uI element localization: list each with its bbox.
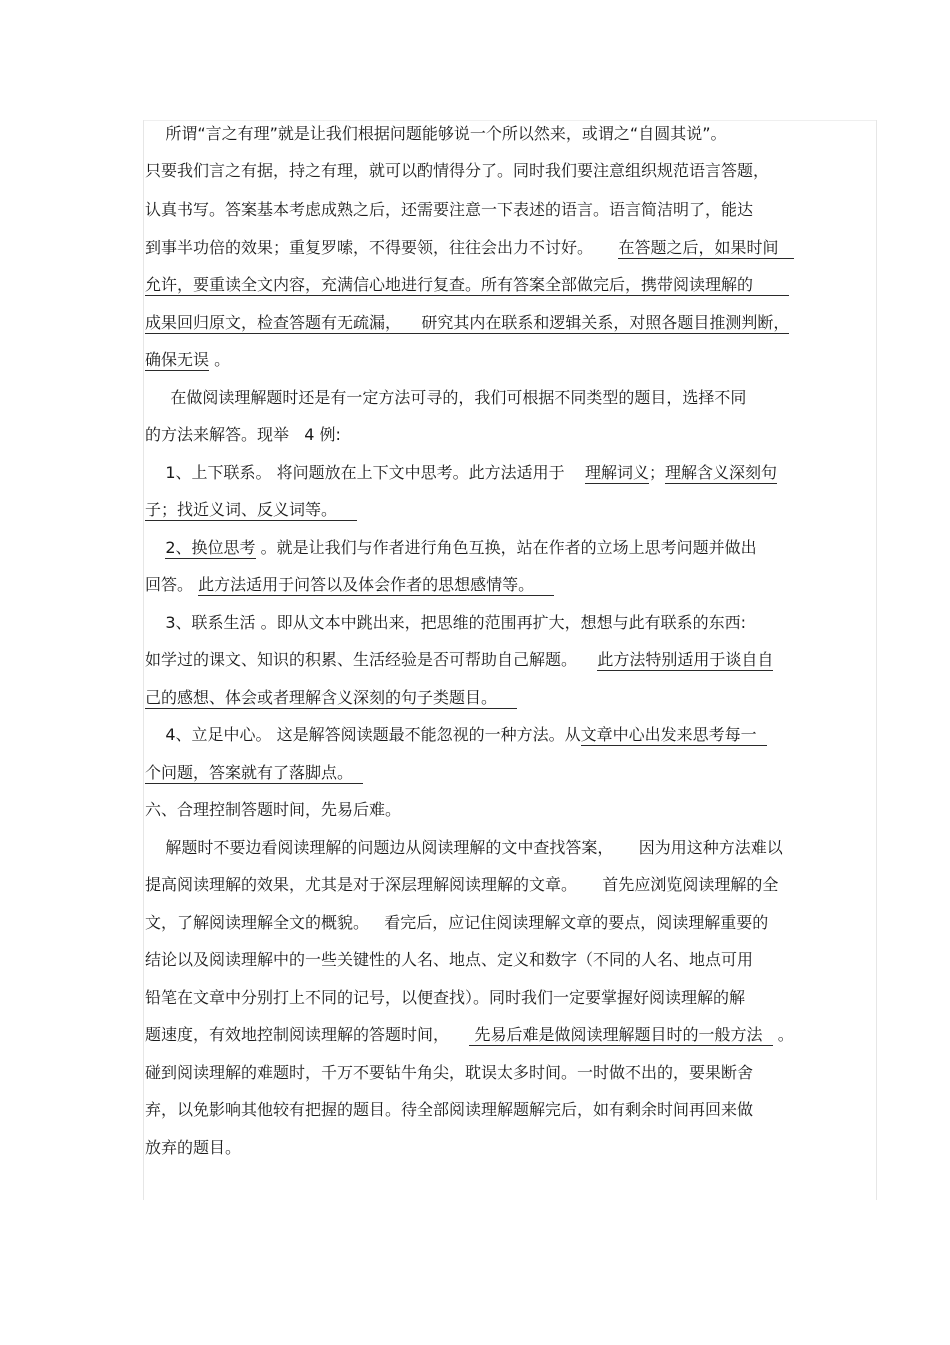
text-segment: 文，了解阅读理解全文的概貌。 看完后，应记住阅读理解文章的要点，阅读理解重要的 — [145, 913, 769, 932]
text-segment: 放弃的题目。 — [145, 1138, 242, 1157]
text-line — [145, 611, 885, 635]
text-line — [145, 1023, 885, 1047]
text-segment: 回答。 — [145, 575, 199, 594]
text-line — [145, 311, 885, 335]
underlined-text: 此方法适用于问答以及体会作者的思想感情等。 — [198, 575, 555, 594]
underlined-text: 先易后难是做阅读理解题目时的一般方法 — [469, 1025, 773, 1044]
text-line — [145, 573, 885, 597]
text-segment: 如学过的课文、知识的积累、生活经验是否可帮助自己解题。 — [145, 650, 598, 669]
page-frame-left — [143, 120, 144, 1200]
text-line — [145, 798, 885, 822]
text-segment: 铅笔在文章中分别打上不同的记号，以便查找）。同时我们一定要掌握好阅读理解的解 — [145, 988, 746, 1007]
text-segment: 只要我们言之有据，持之有理，就可以酌情得分了。同时我们要注意组织规范语言答题， — [145, 161, 770, 180]
underlined-text: 2、换位思考 — [165, 538, 256, 557]
text-segment: 所谓“言之有理”就是让我们根据问题能够说一个所以然来，或谓之“自圆其说”。 — [145, 124, 727, 143]
text-segment: 弃，以免影响其他较有把握的题目。待全部阅读理解题解完后，如有剩余时间再回来做 — [145, 1100, 754, 1119]
text-segment: 题速度，有效地控制阅读理解的答题时间， — [145, 1025, 470, 1044]
underlined-text: 个问题，答案就有了落脚点。 — [145, 763, 364, 782]
underlined-text: 理解含义深刻句 — [665, 463, 778, 482]
text-segment: 1、上下联系。 将问题放在上下文中思考。此方法适用于 — [145, 463, 585, 482]
text-segment: 4、立足中心。 这是解答阅读题最不能忽视的一种方法。从 — [145, 725, 581, 744]
text-line — [145, 198, 885, 222]
underlined-text: 己的感想、体会或者理解含义深刻的句子类题目。 — [145, 688, 518, 707]
underlined-text: 此方法特别适用于谈自自 — [597, 650, 774, 669]
text-line — [145, 986, 885, 1010]
underlined-text: 在答题之后，如果时间 — [618, 238, 794, 257]
text-segment: 认真书写。答案基本考虑成熟之后，还需要注意一下表述的语言。语言简洁明了，能达 — [145, 200, 754, 219]
text-segment: 在做阅读理解题时还是有一定方法可寻的，我们可根据不同类型的题目，选择不同 — [145, 388, 747, 407]
text-segment: 碰到阅读理解的难题时，千万不要钻牛角尖，耽误太多时间。一时做不出的，要果断舍 — [145, 1063, 754, 1082]
text-line — [145, 948, 885, 972]
text-segment: 3、联系生活 。即从文本中跳出来，把思维的范围再扩大，想想与此有联系的东西: — [145, 613, 747, 632]
text-line — [145, 498, 885, 522]
text-segment: ； — [648, 463, 665, 482]
text-line — [145, 386, 885, 410]
underlined-text: 允许，要重读全文内容，充满信心地进行复查。所有答案全部做完后，携带阅读理解的 — [145, 275, 789, 294]
text-line — [145, 461, 885, 485]
text-line — [145, 1098, 885, 1122]
underlined-text: 文章中心出发来思考每一 — [580, 725, 767, 744]
text-line — [145, 273, 885, 297]
underlined-text: 子；找近义词、反义词等。 — [145, 500, 358, 519]
text-line — [145, 423, 885, 447]
text-segment: 的方法来解答。现举 4 例: — [145, 425, 341, 444]
text-line — [145, 1136, 885, 1160]
text-segment: 到事半功倍的效果；重复罗嗦，不得要领，往往会出力不讨好。 — [145, 238, 619, 257]
text-line — [145, 873, 885, 897]
text-line — [145, 236, 885, 260]
text-segment: 结论以及阅读理解中的一些关键性的人名、地点、定义和数字（不同的人名、地点可用 — [145, 950, 754, 969]
text-line — [145, 348, 885, 372]
text-segment: 解题时不要边看阅读理解的问题边从阅读理解的文中查找答案， 因为用这种方法难以 — [145, 838, 783, 857]
text-line — [145, 836, 885, 860]
text-segment: 六、合理控制答题时间，先易后难。 — [145, 800, 402, 819]
text-line — [145, 1061, 885, 1085]
text-segment: 。 — [209, 350, 231, 369]
underlined-text: 确保无误 — [145, 350, 210, 369]
text-line — [145, 911, 885, 935]
text-line — [145, 159, 885, 183]
page-frame-top — [143, 120, 877, 121]
text-line — [145, 761, 885, 785]
underlined-text: 理解词义 — [584, 463, 649, 482]
text-line — [145, 686, 885, 710]
underlined-text: 成果回归原文，检查答题有无疏漏， 研究其内在联系和逻辑关系，对照各题目推测判断， — [145, 313, 790, 332]
text-line — [145, 122, 885, 146]
text-segment: 。就是让我们与作者进行角色互换，站在作者的立场上思考问题并做出 — [255, 538, 757, 557]
text-line — [145, 648, 885, 672]
text-line — [145, 536, 885, 560]
text-segment: 。 — [772, 1025, 794, 1044]
text-segment: 提高阅读理解的效果，尤其是对于深层理解阅读理解的文章。 首先应浏览阅读理解的全 — [145, 875, 779, 894]
text-line — [145, 723, 885, 747]
text-segment — [145, 538, 165, 557]
